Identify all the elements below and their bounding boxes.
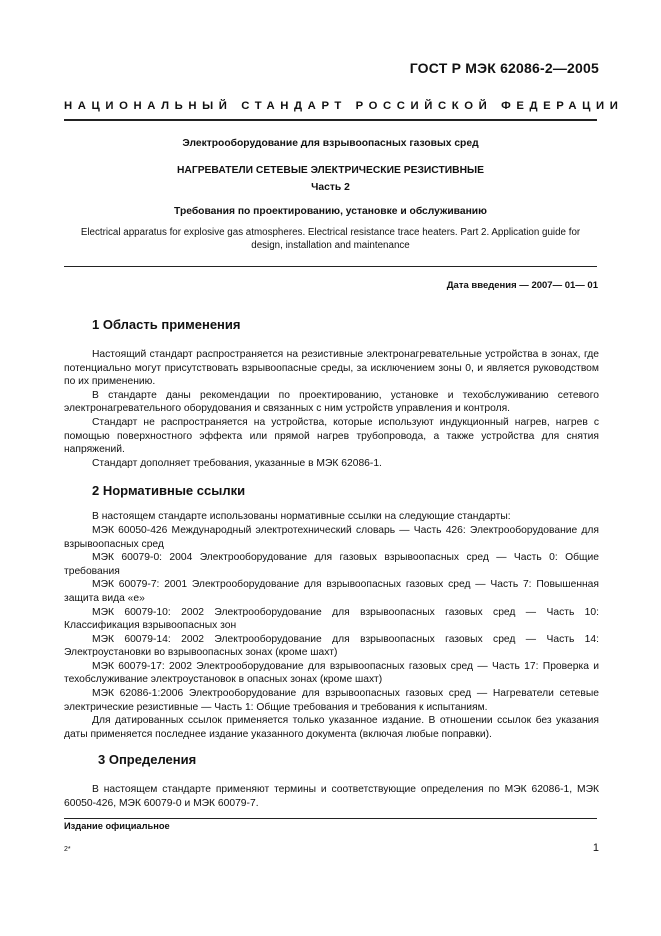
series-title: Электрооборудование для взрывоопасных газовых сред xyxy=(182,138,479,149)
reference-item: МЭК 60079-10: 2002 Электрооборудование для взрывоопасных газовых сред — Часть 10: Классификация взрывоопасных зон xyxy=(64,606,599,632)
part-number: Часть 2 xyxy=(311,182,350,193)
section-3-paragraph: В настоящем стандарте применяют термины и соответствующие определения по МЭК 62086-1, МЭК 60050-426, МЭК 60079-0 и МЭК 60079-7. xyxy=(64,784,599,810)
section-1-paragraph: Стандарт дополняет требования, указанные в МЭК 62086-1. xyxy=(92,457,382,469)
print-mark: 2* xyxy=(64,846,71,853)
part-title: Требования по проектированию, установке и обслуживанию xyxy=(174,206,487,217)
reference-item: МЭК 62086-1:2006 Электрооборудование для взрывоопасных газовых сред — Нагреватели сетевые электрические резистивные — Часть 1: Общие требования и требования к испытаниям. xyxy=(64,688,599,713)
section-1-paragraph: Стандарт не распространяется на устройства, которые используют индукционный нагрев, нагрев с помощью поверхностного эффекта или прямой нагрев трубопровода, а также устройства для снятия напряжений. xyxy=(64,416,599,456)
english-title: Electrical apparatus for explosive gas atmospheres. Electrical resistance trace heaters. Part 2. Application guide for design, installation and maintenance xyxy=(80,227,581,251)
top-divider xyxy=(64,119,597,121)
title-block xyxy=(64,138,597,252)
introduction-date: Дата введения — 2007— 01— 01 xyxy=(446,280,598,291)
section-2-paragraph: Для датированных ссылок применяется только указанное издание. В отношении ссылок без указания даты применяется последнее издание указанного документа (включая любые поправки). xyxy=(64,715,599,740)
section-1-paragraph: Настоящий стандарт распространяется на резистивные электронагревательные устройства в зонах, где потенциально могут присутствовать взрывоопасные среды, за исключением зоны 0, и является руководством по их применению. xyxy=(64,349,599,388)
reference-item: МЭК 60079-17: 2002 Электрооборудование для взрывоопасных газовых сред — Часть 17: Проверка и техобслуживание электроустановок в опасных зонах (кроме шахт) xyxy=(64,660,599,686)
title-divider xyxy=(64,266,597,267)
document-body xyxy=(64,316,599,811)
reference-item: МЭК 60050-426 Международный электротехнический словарь — Часть 426: Электрооборудование для взрывоопасных сред xyxy=(64,524,599,550)
section-2-heading: 2 Нормативные ссылки xyxy=(92,483,246,499)
reference-item: МЭК 60079-14: 2002 Электрооборудование для взрывоопасных газовых сред — Часть 14: Электроустановки во взрывоопасных зонах (кроме шахт) xyxy=(64,633,599,659)
section-2-paragraph: В настоящем стандарте использованы нормативные ссылки на следующие стандарты: xyxy=(92,511,511,523)
footer-divider xyxy=(64,818,597,819)
reference-item: МЭК 60079-7: 2001 Электрооборудование для взрывоопасных газовых сред — Часть 7: Повышенная защита вида «е» xyxy=(64,579,599,604)
official-edition-label: Издание официальное xyxy=(64,821,170,831)
national-standard-banner: НАЦИОНАЛЬНЫЙ СТАНДАРТ РОССИЙСКОЙ ФЕДЕРАЦИИ xyxy=(64,100,624,112)
reference-item: МЭК 60079-0: 2004 Электрооборудование для газовых взрывоопасных сред — Часть 0: Общие требования xyxy=(64,552,599,577)
document-number: ГОСТ Р МЭК 62086-2—2005 xyxy=(409,60,599,76)
standard-title: НАГРЕВАТЕЛИ СЕТЕВЫЕ ЭЛЕКТРИЧЕСКИЕ РЕЗИСТИВНЫЕ xyxy=(176,165,484,176)
section-3-heading: 3 Определения xyxy=(98,752,197,768)
section-1-paragraph: В стандарте даны рекомендации по проектированию, установке и техобслуживанию сетевого электронагревательного оборудования и связанных с ним устройств управления и контроля. xyxy=(64,389,599,415)
section-1-heading: 1 Область применения xyxy=(92,317,241,332)
page-number: 1 xyxy=(592,842,599,854)
